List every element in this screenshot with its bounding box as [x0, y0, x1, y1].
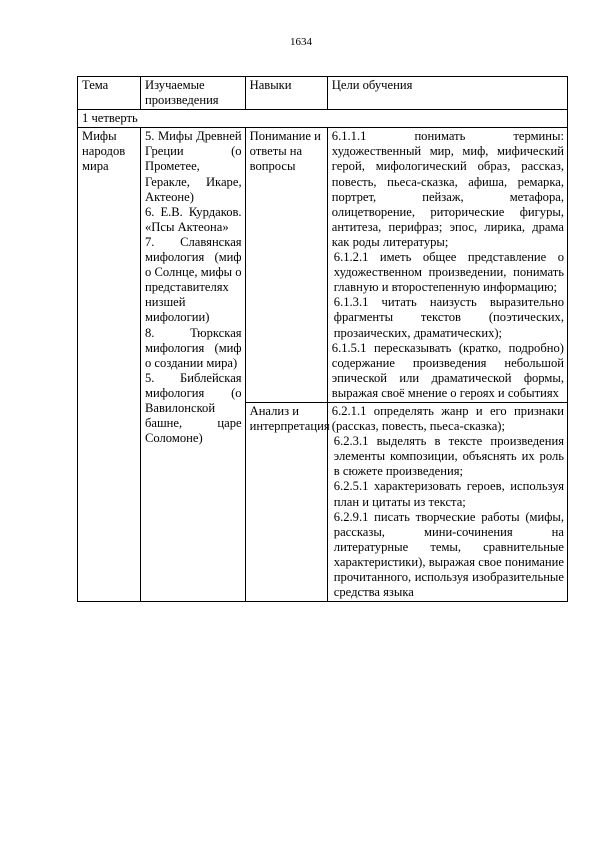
header-row [78, 77, 568, 110]
goal-item: 6.1.1.1 понимать термины: художественный мир, миф, мифический герой, мифологический образ, рассказ, повесть, пьеса-сказка, афиша, ремарка, портрет, пейзаж, метафора, олицетворение, риторические фигуры, антитеза, перифраз; эпос, лирика, драма как роды литературы; [331, 129, 564, 249]
work-item: 5. Библейская мифология (о Вавилонской башне, царе Соломоне) [144, 370, 242, 446]
goal-item: 6.2.5.1 характеризовать героев, используя план и цитаты из текста; [333, 479, 564, 509]
header-goals: Цели обучения [327, 77, 567, 110]
work-item: 6. Е.В. Курдаков. «Псы Актеона» [144, 204, 242, 234]
table-row [78, 128, 568, 403]
work-item: 8. Тюркская мифология (миф о создании мира) [144, 325, 242, 370]
quarter-row [78, 110, 568, 128]
goals-cell [327, 128, 567, 403]
curriculum-table [77, 76, 568, 602]
quarter-label: 1 четверть [78, 110, 568, 128]
goal-item: 6.1.3.1 читать наизусть выразительно фрагменты текстов (поэтических, прозаических, драматических); [333, 295, 564, 340]
goal-item: 6.1.2.1 иметь общее представление о художественном произведении, понимать главную и второстепенную информацию; [333, 250, 564, 295]
header-skills: Навыки [245, 77, 327, 110]
topic-cell: Мифы народов мира [78, 128, 141, 602]
header-works: Изучаемые произведения [140, 77, 245, 110]
work-item: 7. Славянская мифология (миф о Солнце, мифы о представителях низшей мифологии) [144, 234, 242, 325]
works-cell [140, 128, 245, 602]
goal-item: 6.1.5.1 пересказывать (кратко, подробно) содержание произведения небольшой эпической или драматической формы, выражая своё мнение о героях и событиях [331, 340, 564, 400]
goal-item: 6.2.3.1 выделять в тексте произведения элементы композиции, объяснять их роль в сюжете произведения; [333, 434, 564, 479]
goal-item: 6.2.1.1 определять жанр и его признаки (рассказ, повесть, пьеса-сказка); [331, 403, 564, 434]
page-number: 1634 [290, 36, 312, 48]
goal-item: 6.2.9.1 писать творческие работы (мифы, рассказы, мини-сочинения на литературные темы, сравнительные характеристики), выражая свое понимание прочитанного, используя изобразительные средства языка [333, 509, 564, 600]
goals-cell [327, 402, 567, 601]
skill-cell: Анализ и интерпретация [245, 402, 327, 601]
header-topic: Тема [78, 77, 141, 110]
skill-cell: Понимание и ответы на вопросы [245, 128, 327, 403]
work-item: 5. Мифы Древней Греции (о Прометее, Геракле, Икаре, Актеоне) [144, 129, 242, 204]
